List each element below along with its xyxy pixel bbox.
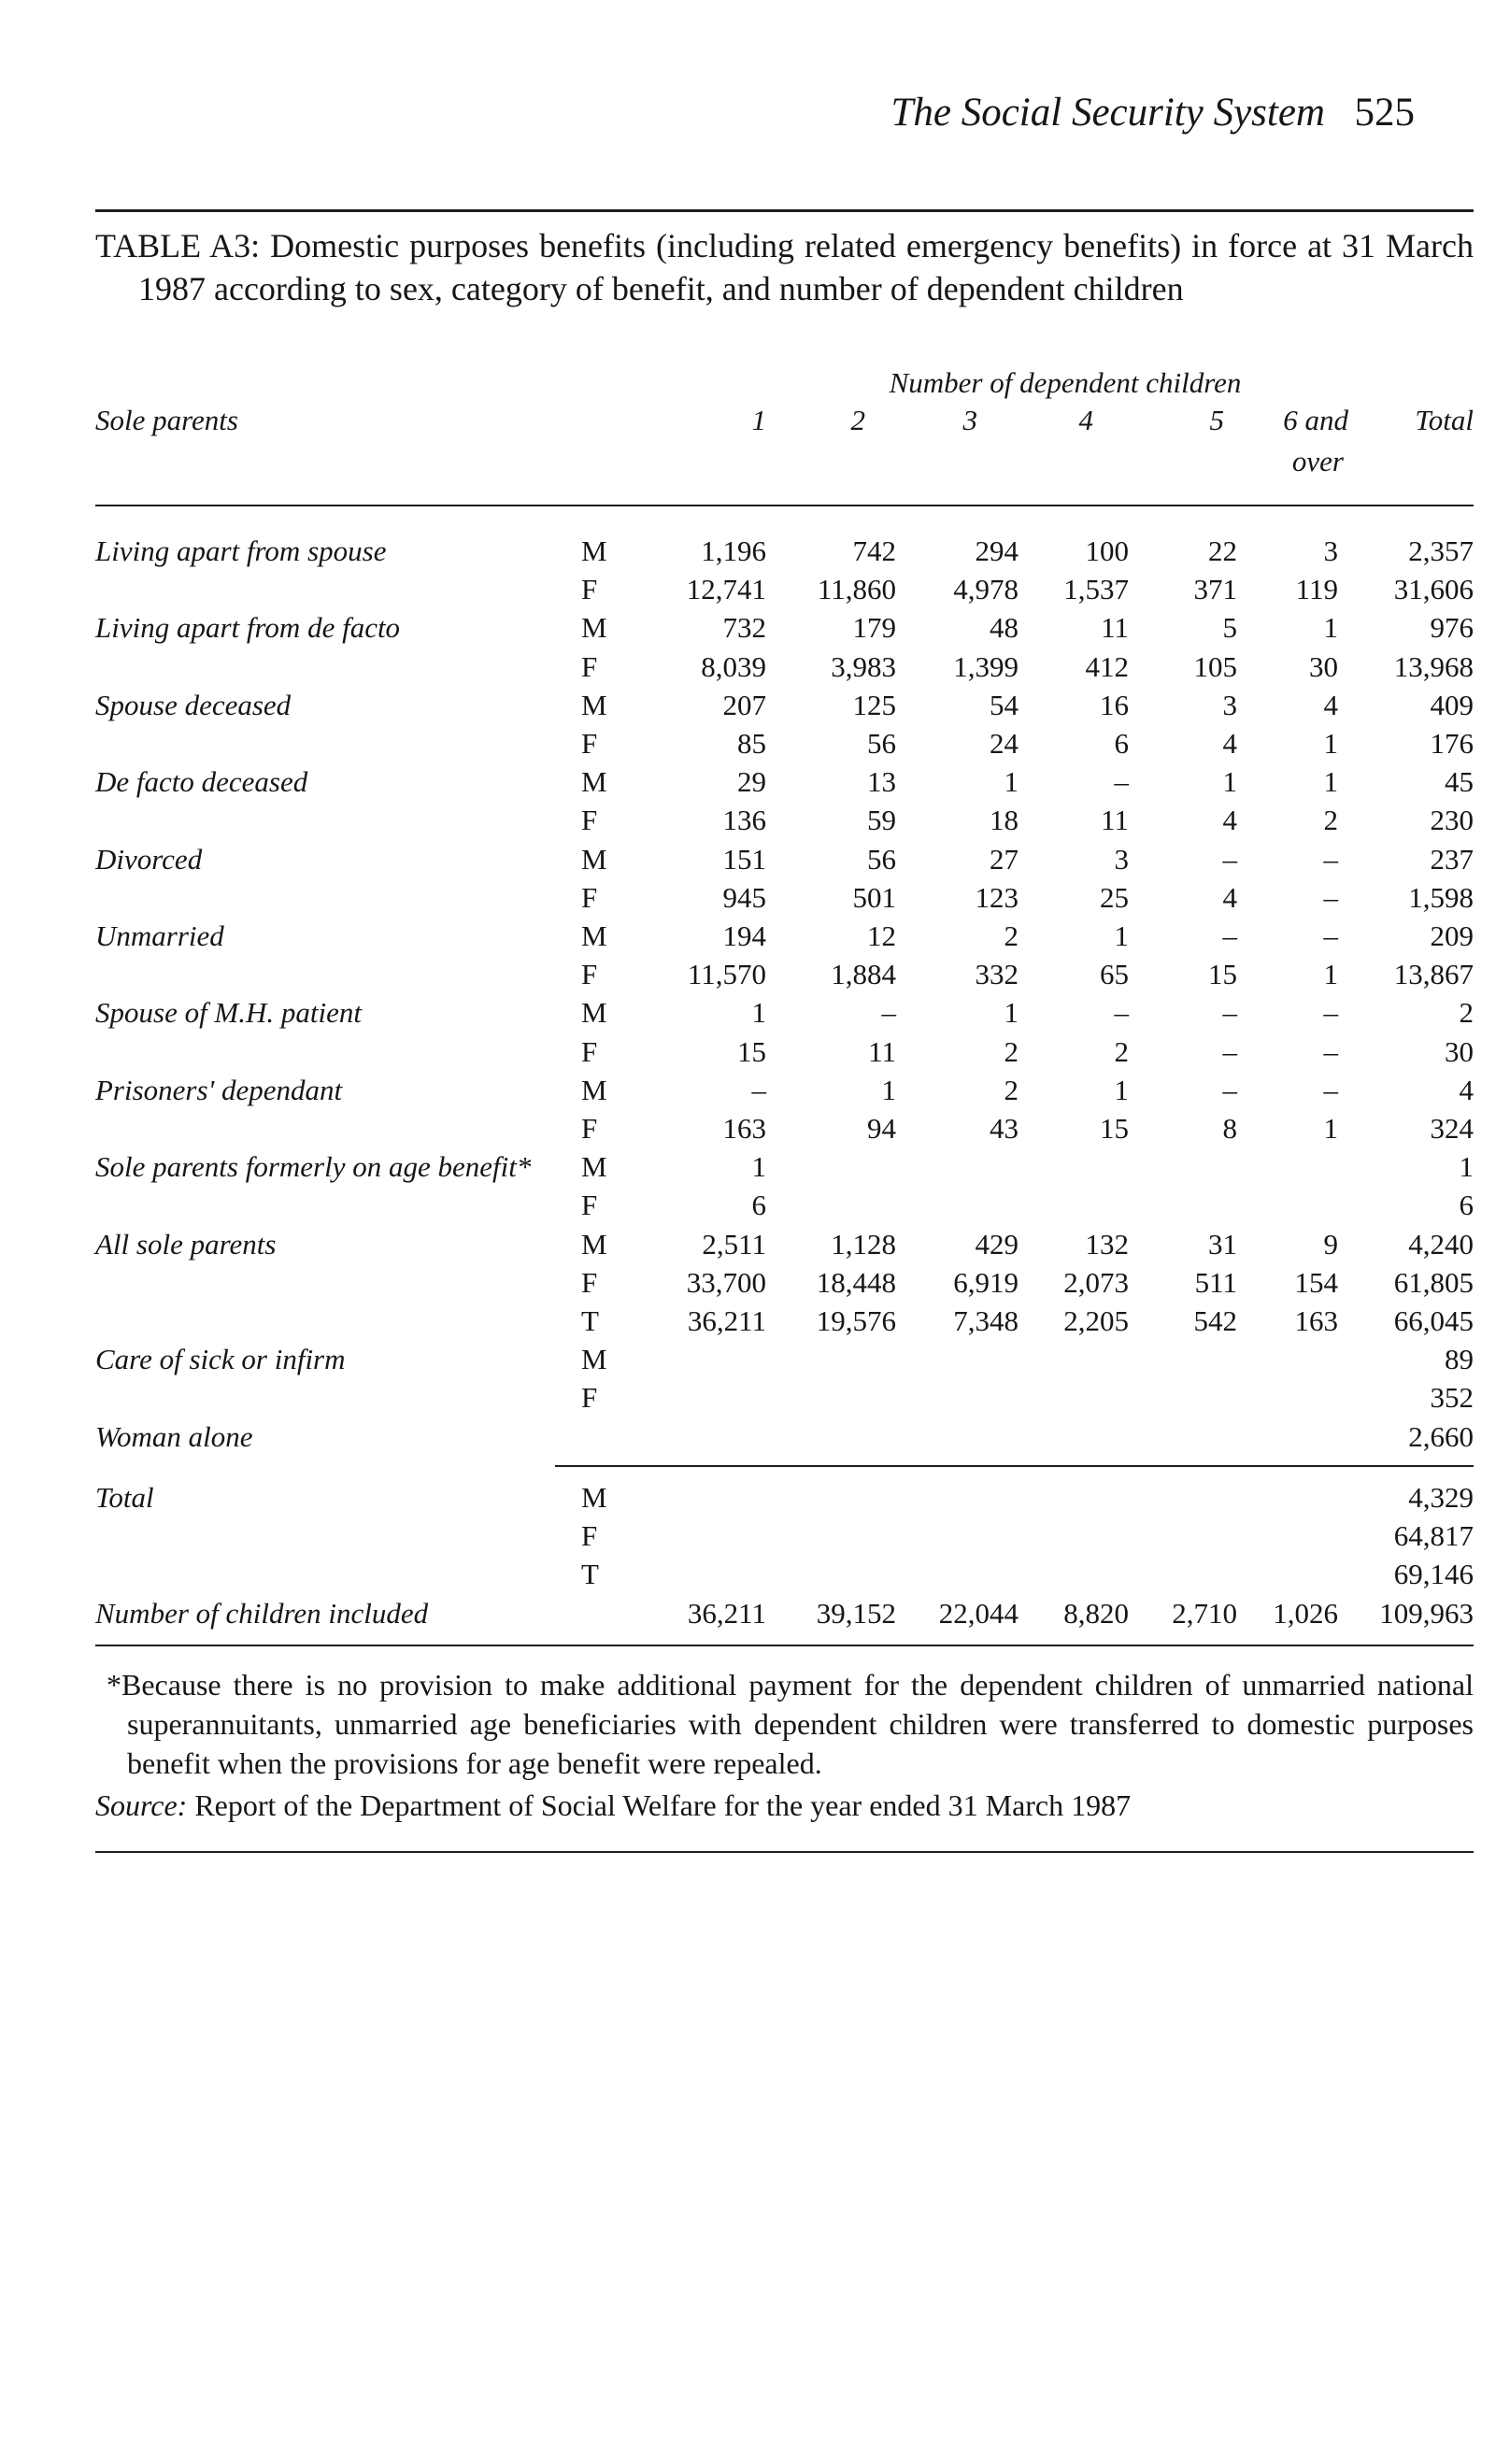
cell-col-6: 163: [1294, 1304, 1338, 1337]
top-rule: [95, 209, 1474, 212]
cell-col-1: 36,211: [687, 1304, 766, 1337]
table-row: [0, 1112, 1510, 1150]
table-row: [0, 1420, 1510, 1459]
footnote-text: *Because there is no provision to make additional payment for the dependent children of unmarried national superannuitants, unmarried age beneficiaries with dependent children were transferred to domestic purposes benefit when the provisions for age benefit were repealed.: [107, 1668, 1474, 1780]
cell-col-2: 94: [867, 1112, 896, 1145]
cell-col-5: –: [1222, 1034, 1237, 1068]
cell-col-2: 59: [867, 804, 896, 837]
table-row: [0, 1558, 1510, 1596]
cell-col-7: 13,867: [1393, 958, 1474, 991]
cell-col-2: 3,983: [831, 649, 896, 683]
cell-col-1: 732: [722, 611, 766, 645]
cell-col-7: 209: [1430, 919, 1474, 952]
cell-col-6: –: [1323, 842, 1338, 876]
cell-col-5: 2,710: [1172, 1596, 1237, 1630]
row-label: Total: [95, 1481, 154, 1514]
total-rule: [555, 1465, 1474, 1467]
col-head-5: 5: [1209, 404, 1224, 436]
col-head-6-over: over: [1291, 445, 1344, 477]
cell-col-1: 945: [722, 880, 766, 914]
row-sex: F: [581, 804, 598, 837]
cell-col-2: 39,152: [816, 1596, 896, 1630]
cell-col-3: 24: [990, 727, 1019, 760]
row-sex: F: [581, 1189, 598, 1222]
cell-col-7: 4: [1459, 1073, 1474, 1106]
row-sex: M: [581, 1150, 607, 1184]
row-sex: M: [581, 1481, 607, 1514]
cell-col-2: 125: [852, 688, 896, 721]
cell-col-4: 2,073: [1063, 1265, 1129, 1299]
cell-col-1: 15: [737, 1034, 766, 1068]
cell-col-3: 6,919: [953, 1265, 1019, 1299]
table-row: [0, 996, 1510, 1034]
cell-col-4: 65: [1100, 958, 1129, 991]
cell-col-7: 4,329: [1408, 1481, 1474, 1514]
source-text: Report of the Department of Social Welfare for the year ended 31 March 1987: [194, 1788, 1132, 1822]
row-label: Woman alone: [95, 1419, 253, 1453]
table-row: [0, 1035, 1510, 1074]
col-head-6: 6 and: [1283, 404, 1348, 436]
cell-col-6: 154: [1294, 1265, 1338, 1299]
table-row: [0, 650, 1510, 689]
cell-col-3: 18: [990, 804, 1019, 837]
cell-col-6: –: [1323, 996, 1338, 1030]
source-label: Source:: [95, 1788, 188, 1822]
row-sex: M: [581, 996, 607, 1030]
cell-col-3: 22,044: [938, 1596, 1019, 1630]
cell-col-4: 2,205: [1063, 1304, 1129, 1337]
cell-col-1: 1: [751, 996, 766, 1030]
cell-col-3: 429: [975, 1227, 1019, 1260]
cell-col-4: 16: [1100, 688, 1129, 721]
cell-col-1: 163: [722, 1112, 766, 1145]
cell-col-4: 100: [1085, 534, 1129, 567]
table-row: [0, 1074, 1510, 1112]
row-sex: M: [581, 765, 607, 799]
page-header: [0, 90, 1510, 146]
cell-col-2: 501: [852, 880, 896, 914]
cell-col-5: 15: [1208, 958, 1237, 991]
cell-col-3: 123: [975, 880, 1019, 914]
row-sex: T: [581, 1558, 599, 1591]
cell-col-3: 1: [1004, 996, 1019, 1030]
cell-col-2: 56: [867, 842, 896, 876]
cell-col-3: 43: [990, 1112, 1019, 1145]
running-title: The Social Security System: [890, 91, 1325, 135]
row-label: All sole parents: [95, 1227, 277, 1260]
cell-col-3: 294: [975, 534, 1019, 567]
row-sex: M: [581, 688, 607, 721]
cell-col-2: 742: [852, 534, 896, 567]
cell-col-4: 1: [1114, 919, 1129, 952]
cell-col-6: 4: [1323, 688, 1338, 721]
cell-col-2: 19,576: [816, 1304, 896, 1337]
table-row: [0, 804, 1510, 842]
cell-col-7: 2: [1459, 996, 1474, 1030]
cell-col-3: 7,348: [953, 1304, 1019, 1337]
cell-col-6: 1: [1323, 611, 1338, 645]
cell-col-5: 8: [1222, 1112, 1237, 1145]
cell-col-3: 2: [1004, 1034, 1019, 1068]
cell-col-3: 2: [1004, 1073, 1019, 1106]
table-row: [0, 1381, 1510, 1419]
cell-col-7: 45: [1445, 765, 1474, 799]
cell-col-1: 1,196: [701, 534, 766, 567]
cell-col-5: 4: [1222, 880, 1237, 914]
cell-col-7: 109,963: [1379, 1596, 1474, 1630]
row-sex: F: [581, 880, 598, 914]
cell-col-5: 4: [1222, 804, 1237, 837]
cell-col-1: 2,511: [702, 1227, 766, 1260]
cell-col-6: 119: [1295, 573, 1338, 606]
cell-col-4: 132: [1085, 1227, 1129, 1260]
cell-col-5: 1: [1222, 765, 1237, 799]
cell-col-4: –: [1114, 996, 1129, 1030]
cell-col-1: 6: [751, 1189, 766, 1222]
cell-col-7: 237: [1430, 842, 1474, 876]
table-row: [0, 843, 1510, 881]
table-row: [0, 727, 1510, 765]
cell-col-5: 542: [1193, 1304, 1237, 1337]
cell-col-4: 25: [1100, 880, 1129, 914]
cell-col-3: 332: [975, 958, 1019, 991]
row-sex: F: [581, 573, 598, 606]
table-row: [0, 1189, 1510, 1227]
cell-col-6: –: [1323, 1073, 1338, 1106]
cell-col-1: 36,211: [687, 1596, 766, 1630]
bottom-rule: [95, 1645, 1474, 1646]
cell-col-5: 3: [1222, 688, 1237, 721]
cell-col-3: 27: [990, 842, 1019, 876]
cell-col-7: 2,357: [1408, 534, 1474, 567]
row-sex: M: [581, 919, 607, 952]
cell-col-7: 64,817: [1393, 1519, 1474, 1553]
footnote: [95, 1665, 1474, 1783]
cell-col-6: 3: [1323, 534, 1338, 567]
row-sex: F: [581, 1034, 598, 1068]
table-row: [0, 1519, 1510, 1558]
col-head-2: 2: [850, 404, 865, 436]
table-row: [0, 1481, 1510, 1519]
cell-col-5: –: [1222, 1073, 1237, 1106]
cell-col-4: 8,820: [1063, 1596, 1129, 1630]
cell-col-6: 1: [1323, 1112, 1338, 1145]
cell-col-2: 56: [867, 727, 896, 760]
cell-col-2: –: [881, 996, 896, 1030]
row-label: Living apart from de facto: [95, 611, 401, 645]
cell-col-7: 89: [1445, 1343, 1474, 1376]
table-row: [0, 1597, 1510, 1635]
row-label: Spouse of M.H. patient: [95, 996, 362, 1030]
cell-col-7: 61,805: [1393, 1265, 1474, 1299]
row-label: Living apart from spouse: [95, 534, 387, 567]
table-row: [0, 534, 1510, 573]
cell-col-2: 13: [867, 765, 896, 799]
cell-col-1: 8,039: [701, 649, 766, 683]
cell-col-5: –: [1222, 996, 1237, 1030]
cell-col-1: 12,741: [686, 573, 766, 606]
cell-col-4: 1,537: [1063, 573, 1129, 606]
cell-col-7: 31,606: [1393, 573, 1474, 606]
cell-col-7: 6: [1459, 1189, 1474, 1222]
cell-col-4: 6: [1114, 727, 1129, 760]
cell-col-7: 69,146: [1393, 1558, 1474, 1591]
source-line: [95, 1788, 1474, 1823]
cell-col-5: 22: [1208, 534, 1237, 567]
cell-col-1: 194: [722, 919, 766, 952]
row-sex: F: [581, 1265, 598, 1299]
cell-col-6: 1: [1323, 765, 1338, 799]
stub-heading: Sole parents: [95, 404, 238, 436]
cell-col-1: 29: [737, 765, 766, 799]
col-head-3: 3: [962, 404, 977, 436]
cell-col-7: 66,045: [1393, 1304, 1474, 1337]
cell-col-6: 30: [1309, 649, 1338, 683]
cell-col-1: 1: [751, 1150, 766, 1184]
row-sex: F: [581, 727, 598, 760]
col-head-4: 4: [1078, 404, 1093, 436]
cell-col-4: 15: [1100, 1112, 1129, 1145]
row-label: Divorced: [95, 842, 203, 876]
cell-col-4: 1: [1114, 1073, 1129, 1106]
row-sex: T: [581, 1304, 599, 1337]
cell-col-4: 3: [1114, 842, 1129, 876]
cell-col-7: 30: [1445, 1034, 1474, 1068]
cell-col-3: 54: [990, 688, 1019, 721]
cell-col-4: 11: [1101, 611, 1129, 645]
cell-col-1: 11,570: [687, 958, 766, 991]
cell-col-1: 136: [722, 804, 766, 837]
cell-col-4: 2: [1114, 1034, 1129, 1068]
row-label: Prisoners' dependant: [95, 1073, 343, 1106]
table-row: [0, 689, 1510, 727]
col-head-total: Total: [1415, 404, 1474, 436]
cell-col-7: 324: [1430, 1112, 1474, 1145]
table-row: [0, 611, 1510, 649]
cell-col-7: 2,660: [1408, 1419, 1474, 1453]
row-sex: M: [581, 611, 607, 645]
table-row: [0, 573, 1510, 611]
row-label: Number of children included: [95, 1596, 429, 1630]
table-row: [0, 919, 1510, 958]
cell-col-5: 31: [1208, 1227, 1237, 1260]
row-label: Care of sick or infirm: [95, 1343, 346, 1376]
cell-col-5: –: [1222, 842, 1237, 876]
cell-col-7: 352: [1430, 1381, 1474, 1415]
cell-col-2: 1,128: [831, 1227, 896, 1260]
row-sex: F: [581, 1519, 598, 1553]
row-label: Unmarried: [95, 919, 224, 952]
row-sex: F: [581, 1381, 598, 1415]
header-rule: [95, 505, 1474, 506]
cell-col-5: 105: [1193, 649, 1237, 683]
table-row: [0, 1228, 1510, 1266]
cell-col-5: –: [1222, 919, 1237, 952]
cell-col-3: 1: [1004, 765, 1019, 799]
table-caption: [95, 224, 1474, 310]
table-row: [0, 1304, 1510, 1343]
row-sex: M: [581, 1073, 607, 1106]
row-sex: M: [581, 534, 607, 567]
cell-col-6: –: [1323, 880, 1338, 914]
cell-col-3: 2: [1004, 919, 1019, 952]
table-row: [0, 765, 1510, 804]
table-row: [0, 881, 1510, 919]
row-sex: F: [581, 1112, 598, 1145]
caption-text: TABLE A3: Domestic purposes benefits (including related emergency benefits) in force at 31 March 1987 according to sex, category of benefit, and number of dependent children: [95, 227, 1474, 307]
table-row: [0, 1150, 1510, 1189]
cell-col-6: 1,026: [1273, 1596, 1338, 1630]
cell-col-3: 4,978: [953, 573, 1019, 606]
cell-col-6: –: [1323, 1034, 1338, 1068]
table-row: [0, 1266, 1510, 1304]
row-label: Spouse deceased: [95, 688, 292, 721]
cell-col-1: 33,700: [686, 1265, 766, 1299]
cell-col-2: 1,884: [831, 958, 896, 991]
cell-col-2: 1: [881, 1073, 896, 1106]
row-sex: F: [581, 649, 598, 683]
page-number: 525: [1354, 91, 1415, 135]
cell-col-5: 4: [1222, 727, 1237, 760]
cell-col-4: 11: [1101, 804, 1129, 837]
cell-col-2: 179: [852, 611, 896, 645]
cell-col-6: 9: [1323, 1227, 1338, 1260]
cell-col-2: 18,448: [816, 1265, 896, 1299]
cell-col-4: 412: [1085, 649, 1129, 683]
cell-col-5: 511: [1194, 1265, 1237, 1299]
row-label: De facto deceased: [95, 765, 308, 799]
cell-col-7: 1: [1459, 1150, 1474, 1184]
table-row: [0, 958, 1510, 996]
cell-col-4: –: [1114, 765, 1129, 799]
cell-col-6: 1: [1323, 958, 1338, 991]
cell-col-6: 1: [1323, 727, 1338, 760]
cell-col-6: 2: [1323, 804, 1338, 837]
cell-col-3: 1,399: [953, 649, 1019, 683]
cell-col-7: 230: [1430, 804, 1474, 837]
row-sex: F: [581, 958, 598, 991]
cell-col-7: 976: [1430, 611, 1474, 645]
cell-col-7: 1,598: [1408, 880, 1474, 914]
group-heading: Number of dependent children: [889, 366, 1242, 399]
end-rule: [95, 1851, 1474, 1853]
cell-col-1: 151: [722, 842, 766, 876]
cell-col-7: 4,240: [1408, 1227, 1474, 1260]
cell-col-5: 5: [1222, 611, 1237, 645]
cell-col-3: 48: [990, 611, 1019, 645]
row-sex: M: [581, 842, 607, 876]
cell-col-5: 371: [1193, 573, 1237, 606]
cell-col-7: 409: [1430, 688, 1474, 721]
cell-col-7: 13,968: [1393, 649, 1474, 683]
row-sex: M: [581, 1343, 607, 1376]
cell-col-1: –: [751, 1073, 766, 1106]
cell-col-1: 207: [722, 688, 766, 721]
cell-col-1: 85: [737, 727, 766, 760]
cell-col-7: 176: [1430, 727, 1474, 760]
cell-col-2: 11,860: [817, 573, 896, 606]
cell-col-2: 12: [867, 919, 896, 952]
row-sex: M: [581, 1227, 607, 1260]
cell-col-6: –: [1323, 919, 1338, 952]
table-row: [0, 1343, 1510, 1381]
col-head-1: 1: [751, 404, 766, 436]
cell-col-2: 11: [868, 1034, 896, 1068]
row-label: Sole parents formerly on age benefit*: [95, 1150, 532, 1184]
